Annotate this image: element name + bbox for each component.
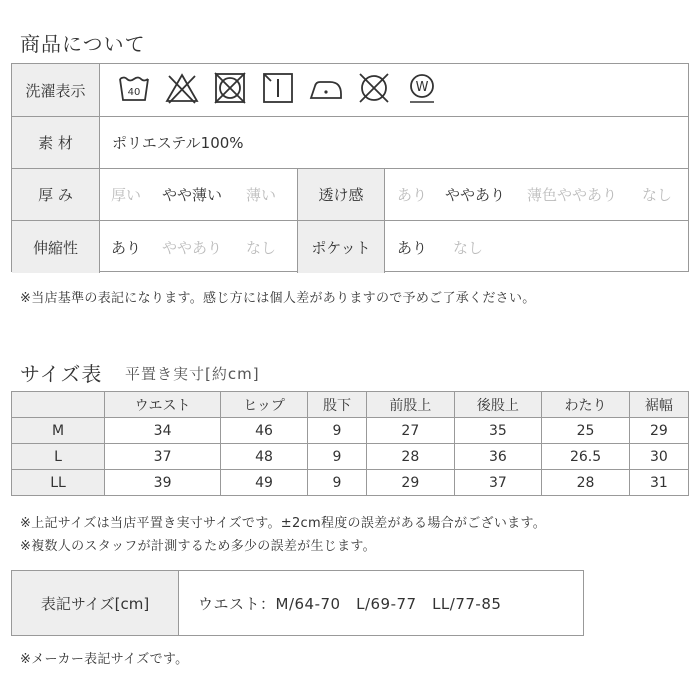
- label-size-value: ウエスト：M/64-70 L/69-77 LL/77-85: [198, 594, 502, 613]
- size-col-header: 股下: [307, 392, 366, 418]
- pocket-option-yes: あり: [397, 238, 428, 257]
- no-dry-clean-icon: [356, 70, 392, 106]
- size-col-header: [12, 392, 105, 418]
- size-cell: 9: [307, 444, 366, 470]
- care-icons: [116, 70, 440, 106]
- sheer-option-light-color: 薄色ややあり: [527, 186, 618, 204]
- pocket-option-none: なし: [453, 238, 484, 257]
- size-heading: サイズ表: [20, 362, 103, 386]
- label-size-box: [11, 570, 584, 636]
- table-row: [12, 470, 689, 496]
- size-note-2: ※複数人のスタッフが計測するため多少の誤差が生じます。: [20, 539, 376, 554]
- size-cell: 35: [454, 418, 542, 444]
- size-row-label: L: [12, 444, 105, 470]
- stretch-option-yes: あり: [111, 238, 142, 257]
- size-cell: 29: [629, 418, 688, 444]
- stretch-label: 伸縮性: [12, 221, 100, 273]
- sheer-option-none: なし: [642, 186, 673, 204]
- size-row-label: LL: [12, 470, 105, 496]
- size-cell: 29: [367, 470, 455, 496]
- thickness-option-slightly-thin: やや薄い: [162, 186, 223, 204]
- size-cell: 28: [367, 444, 455, 470]
- no-bleach-icon: [164, 70, 200, 106]
- wet-clean-letter: W: [415, 80, 429, 95]
- care-label: 洗濯表示: [12, 64, 100, 116]
- line-dry-icon: [260, 70, 296, 106]
- material-label: 素 材: [12, 117, 100, 168]
- size-cell: 30: [629, 444, 688, 470]
- stretch-option-none: なし: [246, 238, 277, 257]
- wash-40-icon: [116, 70, 152, 106]
- size-cell: 9: [307, 418, 366, 444]
- table-row: [12, 444, 689, 470]
- size-subheading: 平置き実寸[約cm]: [125, 365, 260, 383]
- size-table: [11, 391, 689, 496]
- size-cell: 39: [105, 470, 221, 496]
- stretch-option-slightly: ややあり: [162, 238, 223, 257]
- thickness-option-thin: 薄い: [246, 186, 277, 204]
- label-size-note: ※メーカー表記サイズです。: [20, 652, 189, 667]
- stretch-row: [12, 221, 688, 273]
- size-cell: 34: [105, 418, 221, 444]
- size-cell: 49: [221, 470, 308, 496]
- size-row-label: M: [12, 418, 105, 444]
- thickness-label: 厚 み: [12, 169, 100, 220]
- size-cell: 28: [542, 470, 630, 496]
- pocket-label: ポケット: [297, 221, 385, 273]
- size-col-header: わたり: [542, 392, 630, 418]
- size-col-header: 後股上: [454, 392, 542, 418]
- size-cell: 37: [105, 444, 221, 470]
- sheer-label: 透け感: [297, 169, 385, 220]
- no-tumble-dry-icon: [212, 70, 248, 106]
- thickness-option-thick: 厚い: [111, 186, 142, 204]
- size-table-header: [12, 392, 689, 418]
- size-cell: 36: [454, 444, 542, 470]
- wet-clean-icon: [404, 70, 440, 106]
- label-size-label: 表記サイズ[cm]: [12, 571, 179, 635]
- size-col-header: ヒップ: [221, 392, 308, 418]
- size-col-header: 裾幅: [629, 392, 688, 418]
- size-col-header: 前股上: [367, 392, 455, 418]
- material-value: ポリエステル100%: [112, 134, 244, 152]
- product-heading: 商品について: [20, 32, 146, 56]
- sheer-option-yes: あり: [397, 186, 428, 204]
- iron-low-icon: [308, 70, 344, 106]
- size-cell: 48: [221, 444, 308, 470]
- sheer-option-slightly: ややあり: [445, 186, 506, 204]
- size-cell: 31: [629, 470, 688, 496]
- table-row: [12, 418, 689, 444]
- size-cell: 9: [307, 470, 366, 496]
- care-row: [12, 64, 688, 117]
- size-note-1: ※上記サイズは当店平置き実寸サイズです。±2cm程度の誤差がある場合がございます。: [20, 516, 547, 531]
- wash-temp: 40: [127, 87, 141, 98]
- size-cell: 37: [454, 470, 542, 496]
- material-row: [12, 117, 688, 169]
- product-note: ※当店基準の表記になります。感じ方には個人差がありますので予めご了承ください。: [20, 291, 536, 306]
- thickness-row: [12, 169, 688, 221]
- size-cell: 26.5: [542, 444, 630, 470]
- product-info-table: [11, 63, 689, 272]
- size-cell: 46: [221, 418, 308, 444]
- size-cell: 25: [542, 418, 630, 444]
- size-cell: 27: [367, 418, 455, 444]
- size-col-header: ウエスト: [105, 392, 221, 418]
